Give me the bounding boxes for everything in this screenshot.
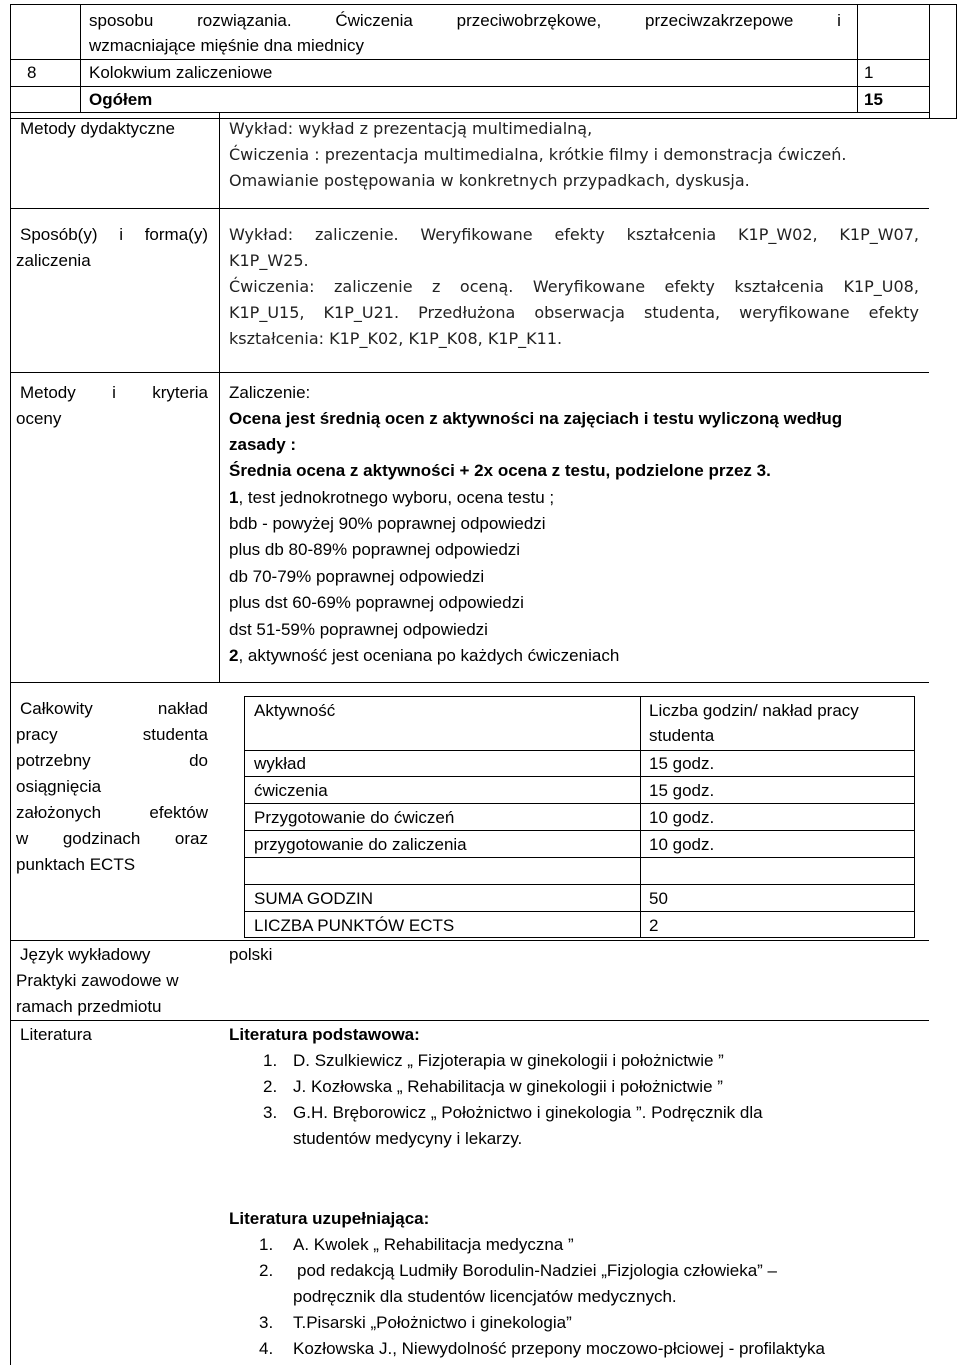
grade-threshold: bdb - powyżej 90% poprawnej odpowiedzi bbox=[229, 514, 546, 533]
total-hours-label: SUMA GODZIN bbox=[254, 889, 374, 908]
literature-number: 1. bbox=[263, 1051, 278, 1070]
workload-activity: Przygotowanie do ćwiczeń bbox=[254, 808, 455, 827]
grade-threshold: dst 51-59% poprawnej odpowiedzi bbox=[229, 620, 488, 639]
literature-label: Literatura bbox=[20, 1025, 92, 1044]
assessment-form-line bbox=[229, 222, 919, 248]
assessment-form-line: kształcenia: K1P_K02, K1P_K08, K1P_K11. bbox=[229, 329, 563, 348]
text-word: obserwacja bbox=[534, 303, 625, 322]
text-word: Przedłużona bbox=[418, 303, 516, 322]
text-word: K1P_U08, bbox=[843, 277, 919, 296]
workload-hours: 10 godz. bbox=[649, 835, 715, 854]
grading-rule-line: Ocena jest średnią ocen z aktywności na zajęciach i testu wyliczoną według bbox=[229, 409, 843, 428]
assessment-form-label-line2: zaliczenia bbox=[16, 251, 91, 270]
row-divider bbox=[10, 372, 929, 373]
ects-label: LICZBA PUNKTÓW ECTS bbox=[254, 916, 455, 935]
workload-label-line: osiągnięcia bbox=[16, 777, 102, 796]
col-divider-main bbox=[219, 112, 220, 682]
teaching-methods-line: Ćwiczenia : prezentacja multimedialna, krótkie filmy i demonstracja ćwiczeń. bbox=[229, 145, 847, 164]
text-word: zaliczenie. bbox=[314, 225, 399, 244]
workload-table-row-divider bbox=[244, 884, 915, 885]
internship-label-line2: ramach przedmiotu bbox=[16, 997, 162, 1016]
item-text: , aktywność jest oceniana po każdych ćwiczeniach bbox=[238, 646, 620, 665]
workload-activity: przygotowanie do zaliczenia bbox=[254, 835, 467, 854]
topic-name: Kolokwium zaliczeniowe bbox=[89, 63, 273, 82]
workload-label-line bbox=[16, 826, 208, 852]
text-word: kształcenia bbox=[734, 277, 824, 296]
row-divider bbox=[10, 940, 929, 941]
table-border-right-outer bbox=[956, 4, 957, 119]
workload-label-line bbox=[16, 800, 208, 826]
workload-table-col-divider bbox=[640, 696, 641, 938]
literature-entry-line2: podręcznik dla studentów licencjatów medycznych. bbox=[293, 1287, 677, 1306]
col-divider-num bbox=[80, 4, 81, 113]
assessment-form-line bbox=[229, 300, 919, 326]
text-word: pracy bbox=[16, 725, 58, 744]
text-word: Ćwiczenia: bbox=[229, 277, 315, 296]
row-divider bbox=[10, 682, 929, 683]
assessment-form-label bbox=[20, 222, 208, 248]
workload-table-row-divider bbox=[244, 750, 915, 751]
literature-entry: Kozłowska J., Niewydolność przepony moczowo-płciowej - profilaktyka bbox=[293, 1339, 825, 1358]
item-number: 1 bbox=[229, 488, 239, 507]
workload-label-line bbox=[20, 696, 208, 722]
text-word: Metody bbox=[20, 383, 76, 402]
extra-literature-heading: Literatura uzupełniająca: bbox=[229, 1209, 430, 1228]
internship-label: Praktyki zawodowe w bbox=[16, 971, 179, 990]
text-word: i bbox=[837, 11, 841, 30]
text-word: i bbox=[112, 383, 116, 402]
literature-number: 1. bbox=[259, 1235, 274, 1254]
col-divider-hours bbox=[857, 4, 858, 113]
text-word: studenta bbox=[142, 725, 208, 744]
literature-entry: T.Pisarski „Położnictwo i ginekologia” bbox=[293, 1313, 572, 1332]
literature-entry: A. Kwolek „ Rehabilitacja medyczna ” bbox=[293, 1235, 574, 1254]
text-word: K1P_W02, bbox=[738, 225, 818, 244]
text-word: oraz bbox=[174, 829, 208, 848]
text-word: do bbox=[189, 751, 208, 770]
total-hours: 15 bbox=[864, 90, 883, 109]
text-word: przeciwzakrzepowe bbox=[645, 11, 794, 30]
grading-criteria-label-line2: oceny bbox=[16, 409, 62, 428]
literature-number: 4. bbox=[259, 1339, 274, 1358]
table-border-right-top bbox=[929, 4, 930, 119]
text-word: nakład bbox=[157, 699, 208, 718]
workload-hours: 10 godz. bbox=[649, 808, 715, 827]
row-divider bbox=[10, 208, 929, 209]
total-hours-value: 50 bbox=[649, 889, 668, 908]
basic-literature-heading: Literatura podstawowa: bbox=[229, 1025, 420, 1044]
workload-table-row-divider bbox=[244, 776, 915, 777]
workload-activity: wykład bbox=[254, 754, 306, 773]
assessment-form-line bbox=[229, 274, 919, 300]
literature-number: 3. bbox=[263, 1103, 278, 1122]
language-value: polski bbox=[229, 945, 273, 964]
workload-hours: 15 godz. bbox=[649, 781, 715, 800]
text-word: forma(y) bbox=[144, 225, 208, 244]
text-word: weryfikowane bbox=[739, 303, 850, 322]
row-divider bbox=[10, 1020, 929, 1021]
literature-number: 2. bbox=[259, 1261, 274, 1280]
text-word: Weryfikowane bbox=[420, 225, 533, 244]
text-word: oceną. bbox=[459, 277, 514, 296]
text-word: efektów bbox=[149, 803, 208, 822]
text-word: K1P_W07, bbox=[839, 225, 919, 244]
grade-threshold: plus dst 60-69% poprawnej odpowiedzi bbox=[229, 593, 524, 612]
literature-number: 2. bbox=[263, 1077, 278, 1096]
workload-label-line bbox=[16, 722, 208, 748]
literature-entry: pod redakcją Ludmiły Borodulin-Nadziei „Fizjologia człowieka” – bbox=[297, 1261, 778, 1280]
item-number: 2 bbox=[229, 646, 239, 665]
total-label: Ogółem bbox=[89, 90, 153, 109]
text-word: godzinach bbox=[62, 829, 141, 848]
text-word: efekty bbox=[664, 277, 715, 296]
workload-header-activity: Aktywność bbox=[254, 701, 336, 720]
text-word: i bbox=[119, 225, 123, 244]
text-word: kształcenia bbox=[626, 225, 717, 244]
text-word: sposobu bbox=[89, 11, 154, 30]
table-border-top bbox=[10, 4, 957, 5]
header-text: Liczba godzin/ nakład pracy bbox=[649, 701, 859, 720]
workload-header-hours-line2: studenta bbox=[649, 726, 715, 745]
text-word: kryteria bbox=[152, 383, 208, 402]
grading-criteria-label bbox=[20, 380, 208, 406]
text-word: w bbox=[16, 829, 29, 848]
text-word: przeciwobrzękowe, bbox=[456, 11, 602, 30]
language-label: Język wykładowy bbox=[20, 945, 151, 964]
workload-label-line: punktach ECTS bbox=[16, 855, 136, 874]
grading-item-2 bbox=[229, 643, 619, 669]
text-word: K1P_U21. bbox=[323, 303, 400, 322]
text-word: założonych bbox=[16, 803, 102, 822]
text-word: Całkowity bbox=[20, 699, 93, 718]
text-word: rozwiązania. bbox=[197, 11, 292, 30]
ects-value: 2 bbox=[649, 916, 659, 935]
text-word: efekty bbox=[868, 303, 919, 322]
workload-activity: ćwiczenia bbox=[254, 781, 328, 800]
teaching-methods-line: Omawianie postępowania w konkretnych przypadkach, dyskusja. bbox=[229, 171, 750, 190]
literature-entry: G.H. Bręborowicz „ Położnictwo i ginekologia ”. Podręcznik dla bbox=[293, 1103, 763, 1122]
grading-rule-line: zasady : bbox=[229, 435, 297, 454]
workload-hours: 15 godz. bbox=[649, 754, 715, 773]
text-word: zaliczenie bbox=[334, 277, 413, 296]
text-word: K1P_U15, bbox=[229, 303, 305, 322]
text-word: Weryfikowane bbox=[532, 277, 646, 296]
teaching-methods-line: Wykład: wykład z prezentacją multimedialną, bbox=[229, 119, 593, 138]
text-word: Sposób(y) bbox=[20, 225, 98, 244]
text-word: z bbox=[432, 277, 441, 296]
item-text: , test jednokrotnego wyboru, ocena testu ; bbox=[238, 488, 555, 507]
grading-item-1 bbox=[229, 485, 554, 511]
literature-number: 3. bbox=[259, 1313, 274, 1332]
grade-threshold: db 70-79% poprawnej odpowiedzi bbox=[229, 567, 485, 586]
text-word: Ćwiczenia bbox=[335, 11, 413, 30]
grading-formula: Średnia ocena z aktywności + 2x ocena z testu, podzielone przez 3. bbox=[229, 461, 771, 480]
workload-label-line bbox=[16, 748, 208, 774]
teaching-methods-label: Metody dydaktyczne bbox=[20, 119, 175, 138]
row-continuation-text bbox=[89, 8, 841, 34]
text-word: potrzebny bbox=[16, 751, 91, 770]
assessment-form-line: K1P_W25. bbox=[229, 251, 309, 270]
row-number: 8 bbox=[27, 63, 37, 82]
text-word: Wykład: bbox=[229, 225, 294, 244]
topic-hours: 1 bbox=[864, 63, 874, 82]
literature-entry-line2: studentów medycyny i lekarzy. bbox=[293, 1129, 523, 1148]
grade-threshold: plus db 80-89% poprawnej odpowiedzi bbox=[229, 540, 521, 559]
text-word: studenta, bbox=[644, 303, 721, 322]
literature-entry: J. Kozłowska „ Rehabilitacja w ginekologii i położnictwie ” bbox=[293, 1077, 723, 1096]
text-word: efekty bbox=[554, 225, 605, 244]
literature-entry: D. Szulkiewicz „ Fizjoterapia w ginekologii i położnictwie ” bbox=[293, 1051, 724, 1070]
workload-header-hours bbox=[649, 698, 905, 724]
workload-table-row-divider bbox=[244, 803, 915, 804]
row-continuation-line2: wzmacniające mięśnie dna miednicy bbox=[89, 36, 364, 55]
grading-heading: Zaliczenie: bbox=[229, 383, 311, 402]
